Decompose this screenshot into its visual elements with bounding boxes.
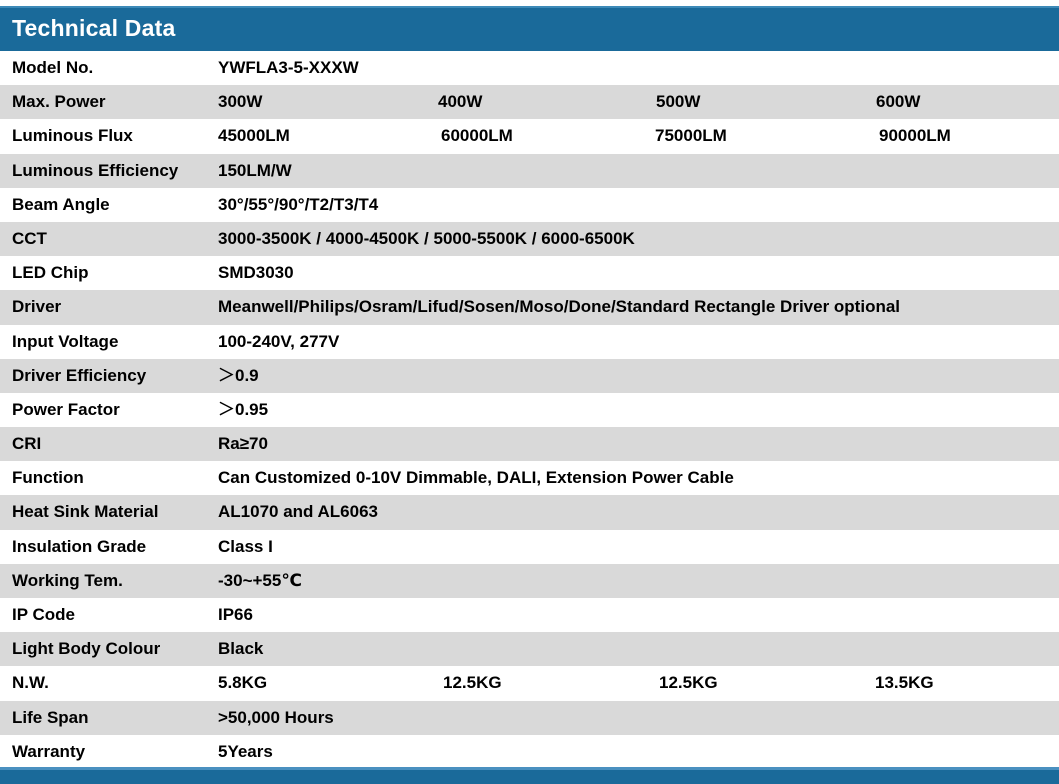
spec-value: 90000LM xyxy=(879,126,951,146)
spec-label: Function xyxy=(12,468,84,488)
spec-value: 30°/55°/90°/T2/T3/T4 xyxy=(218,194,379,214)
spec-row-max-power xyxy=(0,85,1059,119)
spec-value: 13.5KG xyxy=(875,673,934,693)
spec-value: ＞0.95 xyxy=(218,399,269,419)
spec-value: 60000LM xyxy=(441,126,513,146)
spec-value: 300W xyxy=(218,92,263,112)
spec-row-cct xyxy=(0,222,1059,256)
spec-value: Meanwell/Philips/Osram/Lifud/Sosen/Moso/Done/Standard Rectangle Driver optional xyxy=(218,297,901,317)
spec-value: 150LM/W xyxy=(218,160,292,180)
spec-label: Insulation Grade xyxy=(12,536,147,556)
spec-value: Class I xyxy=(218,536,273,556)
spec-value: 100-240V, 277V xyxy=(218,331,340,351)
spec-label: CCT xyxy=(12,228,47,248)
spec-row-model-no xyxy=(0,51,1059,85)
spec-value: 12.5KG xyxy=(443,673,502,693)
spec-row-nw xyxy=(0,666,1059,700)
spec-row-life-span xyxy=(0,701,1059,735)
spec-label: LED Chip xyxy=(12,263,89,283)
header-bar xyxy=(0,6,1059,51)
spec-value: AL1070 and AL6063 xyxy=(218,502,378,522)
spec-label: Power Factor xyxy=(12,399,120,419)
spec-label: Driver Efficiency xyxy=(12,365,147,385)
spec-label: Input Voltage xyxy=(12,331,119,351)
spec-value: 3000-3500K / 4000-4500K / 5000-5500K / 6000-6500K xyxy=(218,228,635,248)
spec-row-luminous-flux xyxy=(0,119,1059,153)
spec-label: Luminous Efficiency xyxy=(12,160,179,180)
spec-label: Heat Sink Material xyxy=(12,502,159,522)
spec-label: IP Code xyxy=(12,605,75,624)
spec-value: YWFLA3-5-XXXW xyxy=(218,58,359,77)
spec-value: 600W xyxy=(876,92,921,112)
spec-label: Luminous Flux xyxy=(12,126,133,146)
spec-label: Life Span xyxy=(12,707,89,727)
spec-row-driver xyxy=(0,290,1059,324)
spec-row-driver-efficiency xyxy=(0,359,1059,393)
spec-row-working-tem xyxy=(0,564,1059,598)
spec-row-beam-angle xyxy=(0,188,1059,222)
spec-label: N.W. xyxy=(12,673,49,693)
spec-label: Max. Power xyxy=(12,92,106,112)
spec-label: Working Tem. xyxy=(12,570,123,590)
spec-label: Driver xyxy=(12,297,62,317)
spec-row-heat-sink-material xyxy=(0,495,1059,529)
spec-label: Model No. xyxy=(12,58,94,77)
spec-row-cri xyxy=(0,427,1059,461)
spec-label: CRI xyxy=(12,434,42,454)
spec-row-warranty xyxy=(0,735,1059,769)
spec-value: ＞0.9 xyxy=(218,365,259,385)
spec-value: 5Years xyxy=(218,741,273,761)
spec-value: SMD3030 xyxy=(218,263,294,283)
spec-value: 75000LM xyxy=(655,126,727,146)
spec-value: IP66 xyxy=(218,605,253,624)
spec-row-insulation-grade xyxy=(0,530,1059,564)
spec-row-input-voltage xyxy=(0,325,1059,359)
spec-value: 12.5KG xyxy=(659,673,718,693)
spec-value: >50,000 Hours xyxy=(218,707,334,727)
spec-row-ip-code xyxy=(0,598,1059,632)
spec-value: 45000LM xyxy=(218,126,290,146)
spec-row-luminous-efficiency xyxy=(0,154,1059,188)
spec-row-function xyxy=(0,461,1059,495)
spec-value: Black xyxy=(218,639,264,659)
spec-value: Ra≥70 xyxy=(218,434,268,454)
spec-row-light-body-colour xyxy=(0,632,1059,666)
spec-label: Light Body Colour xyxy=(12,639,161,659)
footer-bar xyxy=(0,767,1059,784)
page-title: Technical Data xyxy=(12,15,176,41)
spec-row-power-factor xyxy=(0,393,1059,427)
spec-label: Warranty xyxy=(12,741,86,761)
spec-label: Beam Angle xyxy=(12,194,110,214)
spec-value: 5.8KG xyxy=(218,673,268,693)
spec-value: 400W xyxy=(438,92,483,112)
technical-data-table xyxy=(0,51,1059,769)
spec-value: -30~+55℃ xyxy=(218,570,302,590)
spec-row-led-chip xyxy=(0,256,1059,290)
spec-value: Can Customized 0-10V Dimmable, DALI, Extension Power Cable xyxy=(218,468,734,488)
spec-value: 500W xyxy=(656,92,701,112)
